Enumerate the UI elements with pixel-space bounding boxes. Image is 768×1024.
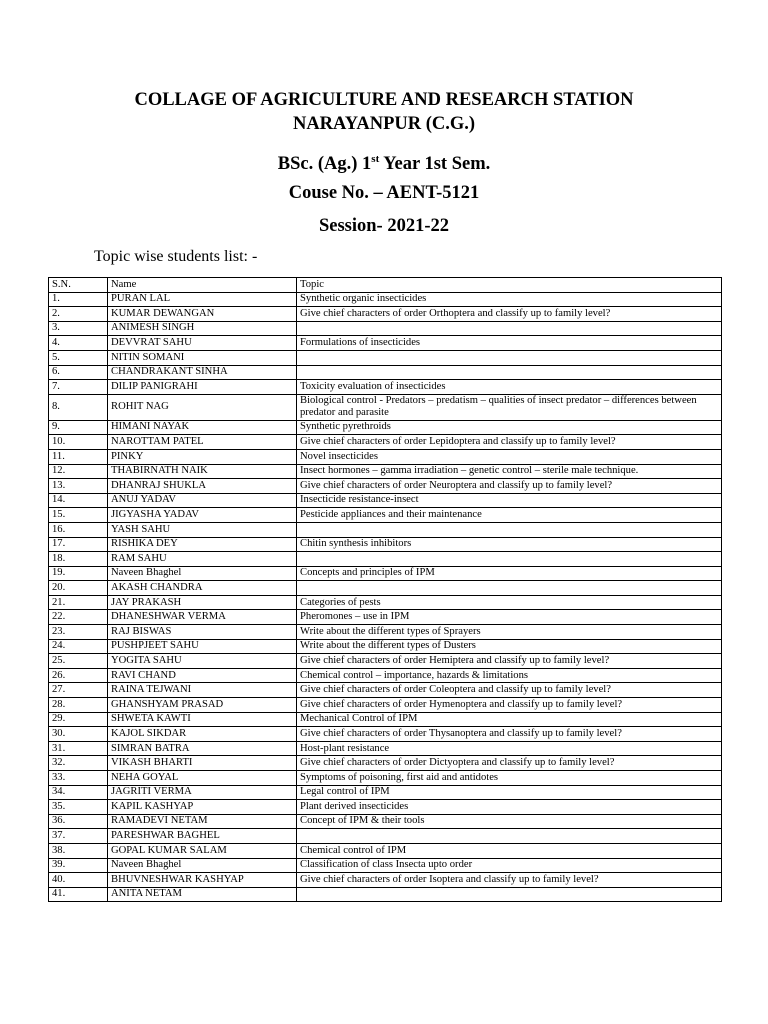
row-name: RAMADEVI NETAM [108,814,297,829]
row-name: KUMAR DEWANGAN [108,307,297,322]
row-topic: Biological control - Predators – predatism – qualities of insect predator – differences between predator and parasite [297,394,722,420]
row-sn: 37. [49,829,108,844]
row-topic [297,321,722,336]
row-sn: 2. [49,307,108,322]
row-name: NAROTTAM PATEL [108,435,297,450]
table-row [49,292,722,307]
table-row [49,566,722,581]
row-topic: Chemical control – importance, hazards & limitations [297,668,722,683]
row-name: ANITA NETAM [108,887,297,902]
table-row [49,479,722,494]
row-topic: Give chief characters of order Isoptera and classify up to family level? [297,873,722,888]
row-name: HIMANI NAYAK [108,420,297,435]
row-name: GHANSHYAM PRASAD [108,698,297,713]
row-name: PURAN LAL [108,292,297,307]
row-name: Naveen Bhaghel [108,566,297,581]
row-topic: Give chief characters of order Hymenoptera and classify up to family level? [297,698,722,713]
row-sn: 36. [49,814,108,829]
row-name: KAPIL KASHYAP [108,800,297,815]
row-name: YASH SAHU [108,522,297,537]
table-row [49,610,722,625]
row-name: RAINA TEJWANI [108,683,297,698]
row-topic: Symptoms of poisoning, first aid and antidotes [297,771,722,786]
row-sn: 35. [49,800,108,815]
row-topic: Give chief characters of order Thysanoptera and classify up to family level? [297,727,722,742]
row-name: CHANDRAKANT SINHA [108,365,297,380]
table-row [49,741,722,756]
row-sn: 24. [49,639,108,654]
row-name: RAVI CHAND [108,668,297,683]
row-topic: Insecticide resistance-insect [297,493,722,508]
row-topic: Synthetic organic insecticides [297,292,722,307]
row-name: RISHIKA DEY [108,537,297,552]
table-row [49,321,722,336]
table-row [49,727,722,742]
row-name: DHANESHWAR VERMA [108,610,297,625]
row-topic [297,581,722,596]
table-row [49,639,722,654]
program-title-prefix: BSc. (Ag.) 1 [277,154,372,175]
header-name: Name [108,278,297,293]
table-row [49,522,722,537]
row-topic: Pheromones – use in IPM [297,610,722,625]
row-topic: Give chief characters of order Neuroptera and classify up to family level? [297,479,722,494]
row-name: ANUJ YADAV [108,493,297,508]
row-name: RAM SAHU [108,552,297,567]
table-row [49,581,722,596]
row-sn: 13. [49,479,108,494]
row-sn: 16. [49,522,108,537]
row-topic [297,522,722,537]
row-topic: Legal control of IPM [297,785,722,800]
table-header-row [49,278,722,293]
row-topic: Categories of pests [297,595,722,610]
table-row [49,380,722,395]
row-sn: 31. [49,741,108,756]
students-table [48,277,722,902]
table-row [49,829,722,844]
table-row [49,537,722,552]
row-topic: Classification of class Insecta upto order [297,858,722,873]
table-row [49,595,722,610]
table-row [49,873,722,888]
row-sn: 3. [49,321,108,336]
table-row [49,887,722,902]
row-sn: 30. [49,727,108,742]
row-sn: 10. [49,435,108,450]
row-sn: 1. [49,292,108,307]
row-sn: 21. [49,595,108,610]
table-row [49,493,722,508]
row-sn: 19. [49,566,108,581]
row-sn: 38. [49,843,108,858]
row-sn: 39. [49,858,108,873]
row-topic: Concept of IPM & their tools [297,814,722,829]
row-name: PINKY [108,449,297,464]
table-row [49,771,722,786]
row-topic: Plant derived insecticides [297,800,722,815]
row-name: AKASH CHANDRA [108,581,297,596]
row-name: VIKASH BHARTI [108,756,297,771]
row-sn: 8. [49,394,108,420]
row-topic: Give chief characters of order Lepidoptera and classify up to family level? [297,435,722,450]
row-sn: 7. [49,380,108,395]
row-sn: 17. [49,537,108,552]
row-topic: Insect hormones – gamma irradiation – genetic control – sterile male technique. [297,464,722,479]
program-title-suffix: Year 1st Sem. [379,154,491,175]
row-name: DEVVRAT SAHU [108,336,297,351]
table-row [49,394,722,420]
row-topic: Novel insecticides [297,449,722,464]
table-row [49,365,722,380]
row-sn: 18. [49,552,108,567]
row-sn: 34. [49,785,108,800]
row-topic: Concepts and principles of IPM [297,566,722,581]
row-name: PARESHWAR BAGHEL [108,829,297,844]
row-topic: Toxicity evaluation of insecticides [297,380,722,395]
table-row [49,464,722,479]
table-row [49,508,722,523]
row-sn: 4. [49,336,108,351]
row-topic [297,350,722,365]
table-row [49,800,722,815]
row-name: YOGITA SAHU [108,654,297,669]
college-name: COLLAGE OF AGRICULTURE AND RESEARCH STATION [134,90,634,110]
row-topic: Give chief characters of order Coleoptera and classify up to family level? [297,683,722,698]
row-sn: 40. [49,873,108,888]
row-sn: 25. [49,654,108,669]
row-sn: 5. [49,350,108,365]
row-name: SIMRAN BATRA [108,741,297,756]
table-row [49,814,722,829]
table-row [49,668,722,683]
row-topic: Give chief characters of order Dictyoptera and classify up to family level? [297,756,722,771]
table-row [49,350,722,365]
table-row [49,449,722,464]
row-sn: 15. [49,508,108,523]
row-name: NITIN SOMANI [108,350,297,365]
table-row [49,336,722,351]
row-topic: Formulations of insecticides [297,336,722,351]
row-sn: 27. [49,683,108,698]
row-name: SHWETA KAWTI [108,712,297,727]
row-sn: 23. [49,625,108,640]
table-row [49,698,722,713]
row-sn: 26. [49,668,108,683]
row-sn: 29. [49,712,108,727]
row-topic: Host-plant resistance [297,741,722,756]
college-location: NARAYANPUR (C.G.) [292,114,476,134]
row-name: DHANRAJ SHUKLA [108,479,297,494]
row-name: ANIMESH SINGH [108,321,297,336]
row-topic: Synthetic pyrethroids [297,420,722,435]
row-topic: Give chief characters of order Hemiptera and classify up to family level? [297,654,722,669]
table-row [49,420,722,435]
row-sn: 9. [49,420,108,435]
row-sn: 11. [49,449,108,464]
session: Session- 2021-22 [318,216,450,236]
row-sn: 28. [49,698,108,713]
row-topic: Chitin synthesis inhibitors [297,537,722,552]
row-name: KAJOL SIKDAR [108,727,297,742]
row-sn: 14. [49,493,108,508]
row-sn: 22. [49,610,108,625]
table-row [49,756,722,771]
row-name: DILIP PANIGRAHI [108,380,297,395]
row-topic [297,552,722,567]
list-subtitle: Topic wise students list: - [94,248,258,265]
table-body [49,292,722,902]
row-topic: Chemical control of IPM [297,843,722,858]
table-row [49,683,722,698]
program-title-sup: st [371,153,380,165]
table-row [49,552,722,567]
course-number: Couse No. – AENT-5121 [288,183,480,203]
row-topic [297,829,722,844]
row-name: RAJ BISWAS [108,625,297,640]
table-row [49,625,722,640]
row-topic: Give chief characters of order Orthoptera and classify up to family level? [297,307,722,322]
table-row [49,712,722,727]
row-name: PUSHPJEET SAHU [108,639,297,654]
row-name: GOPAL KUMAR SALAM [108,843,297,858]
row-name: THABIRNATH NAIK [108,464,297,479]
row-sn: 12. [49,464,108,479]
row-topic [297,887,722,902]
row-sn: 20. [49,581,108,596]
header-topic: Topic [297,278,722,293]
row-sn: 6. [49,365,108,380]
row-topic: Pesticide appliances and their maintenance [297,508,722,523]
header-sn: S.N. [49,278,108,293]
row-topic: Write about the different types of Sprayers [297,625,722,640]
row-name: BHUVNESHWAR KASHYAP [108,873,297,888]
row-sn: 33. [49,771,108,786]
program-title [0,148,768,175]
row-name: Naveen Bhaghel [108,858,297,873]
row-name: ROHIT NAG [108,394,297,420]
row-sn: 32. [49,756,108,771]
row-name: JAGRITI VERMA [108,785,297,800]
row-topic: Mechanical Control of IPM [297,712,722,727]
table-row [49,654,722,669]
table-row [49,843,722,858]
row-name: NEHA GOYAL [108,771,297,786]
table-row [49,858,722,873]
table-row [49,307,722,322]
row-topic: Write about the different types of Dusters [297,639,722,654]
table-row [49,785,722,800]
row-topic [297,365,722,380]
row-name: JIGYASHA YADAV [108,508,297,523]
row-name: JAY PRAKASH [108,595,297,610]
row-sn: 41. [49,887,108,902]
table-row [49,435,722,450]
